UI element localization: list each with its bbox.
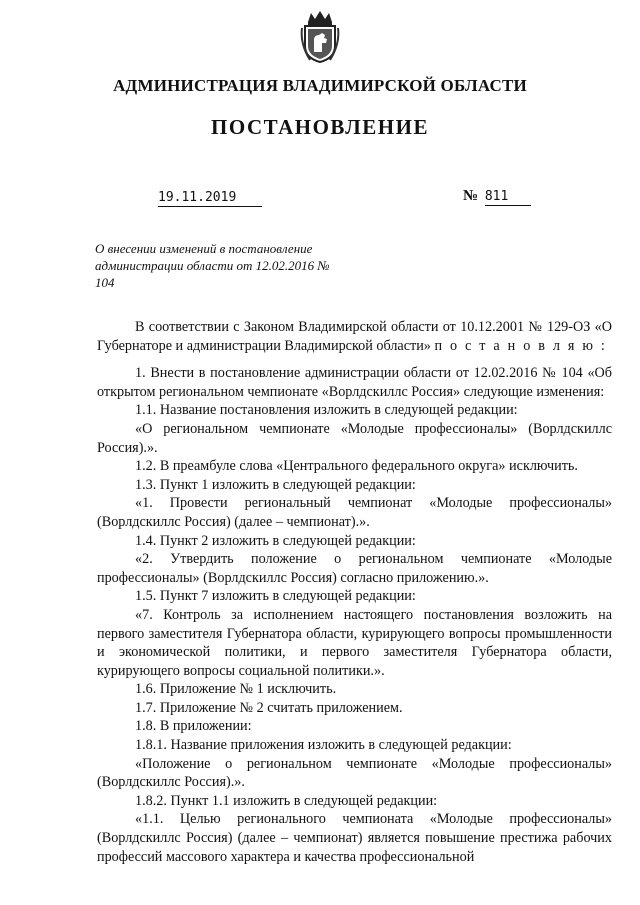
document-date: 19.11.2019 bbox=[158, 190, 262, 207]
paragraph: 1.1. Название постановления изложить в следующей редакции: bbox=[135, 402, 518, 419]
document-number bbox=[463, 188, 531, 206]
paragraph: 1.7. Приложение № 2 считать приложением. bbox=[135, 699, 403, 716]
paragraph: 1.2. В преамбуле слова «Центрального федерального округа» исключить. bbox=[135, 458, 578, 475]
paragraph: 1.8. В приложении: bbox=[135, 718, 252, 735]
preamble bbox=[97, 318, 612, 355]
paragraph: «1.1. Целью регионального чемпионата «Молодые профессионалы» (Ворлдскиллс Россия) (далее – чемпионат) является повышение престижа рабочих профессий массового характера и качества профессиональной bbox=[97, 811, 612, 865]
paragraph: «7. Контроль за исполнением настоящего постановления возложить на первого заместителя Губернатора области, курирующего вопросы промышленности и экономической политики, и первого заместителя Губернатора области, курирующего вопросы социальной политики.». bbox=[97, 606, 612, 679]
document-type-title: ПОСТАНОВЛЕНИЕ bbox=[211, 115, 429, 139]
paragraph: 1.5. Пункт 7 изложить в следующей редакции: bbox=[135, 588, 416, 605]
paragraph: 1. Внести в постановление администрации области от 12.02.2016 № 104 «Об открытом региональном чемпионате «Ворлдскиллс Россия» следующие изменения: bbox=[97, 365, 612, 400]
paragraph: «2. Утвердить положение о региональном чемпионате «Молодые профессионалы» (Ворлдскиллс Россия) согласно приложению.». bbox=[97, 551, 612, 586]
paragraph: 1.8.1. Название приложения изложить в следующей редакции: bbox=[135, 737, 512, 754]
document-body bbox=[97, 318, 612, 866]
paragraph: «1. Провести региональный чемпионат «Молодые профессионалы» (Ворлдскиллс Россия) (далее – чемпионат).». bbox=[97, 495, 612, 530]
resolve-word: п о с т а н о в л я ю : bbox=[434, 337, 608, 354]
paragraph: «Положение о региональном чемпионате «Молодые профессионалы» (Ворлдскиллс Россия).». bbox=[97, 755, 612, 791]
paragraph: 1.8.2. Пункт 1.1 изложить в следующей редакции: bbox=[135, 792, 438, 809]
document-subject: О внесении изменений в постановление администрации области от 12.02.2016 № 104 bbox=[95, 241, 330, 290]
paragraph: «О региональном чемпионате «Молодые профессионалы» (Ворлдскиллс Россия).». bbox=[97, 420, 612, 456]
paragraph: 1.4. Пункт 2 изложить в следующей редакции: bbox=[135, 532, 416, 549]
paragraph: 1.3. Пункт 1 изложить в следующей редакции: bbox=[135, 476, 416, 493]
coat-of-arms-icon bbox=[300, 8, 340, 64]
paragraph: 1.6. Приложение № 1 исключить. bbox=[135, 681, 337, 698]
number-label: № bbox=[463, 188, 479, 204]
preamble-text: В соответствии с Законом Владимирской области от 10.12.2001 № 129-ОЗ «О Губернаторе и администрации Владимирской области» bbox=[97, 319, 612, 354]
organization-title: АДМИНИСТРАЦИЯ ВЛАДИМИРСКОЙ ОБЛАСТИ bbox=[113, 76, 527, 95]
number-value: 811 bbox=[485, 188, 531, 206]
